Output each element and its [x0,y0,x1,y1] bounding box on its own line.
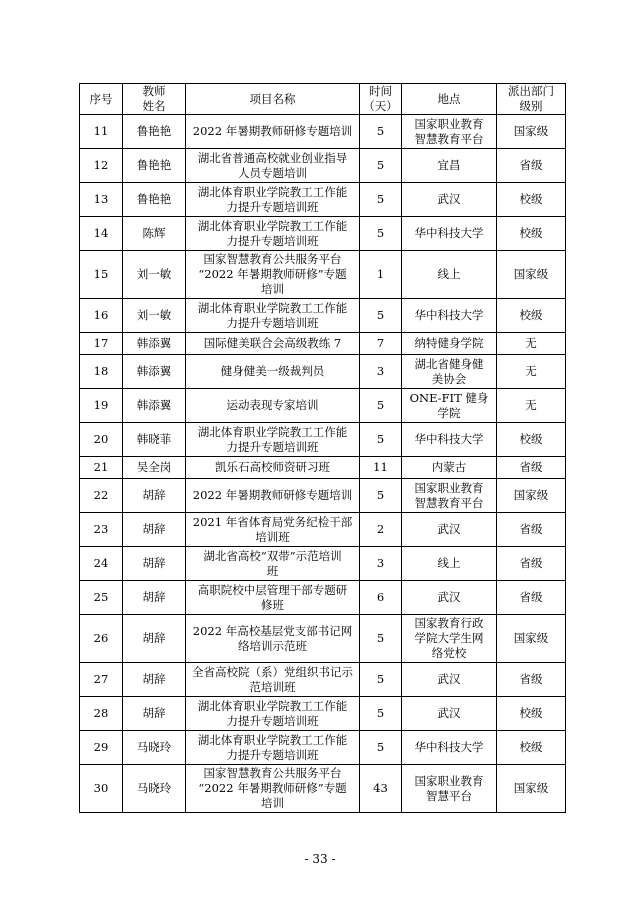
training-table [79,83,566,813]
training-table-container [79,83,565,813]
location-cell: 内蒙古 [402,457,497,479]
days-cell: 5 [360,115,402,149]
table-row [80,765,566,813]
location-cell: 武汉 [402,697,497,731]
days-cell: 5 [360,217,402,251]
teacher-name-cell: 韩添翼 [123,333,186,355]
row-number-cell: 11 [80,115,123,149]
teacher-name-cell: 胡辞 [123,581,186,615]
header-cell: 教师 姓名 [123,84,186,115]
days-cell: 2 [360,513,402,547]
row-number-cell: 12 [80,149,123,183]
project-name-cell: 湖北体育职业学院教工工作能 力提升专题培训班 [186,183,360,217]
days-cell: 3 [360,355,402,389]
teacher-name-cell: 鲁艳艳 [123,149,186,183]
table-row [80,355,566,389]
table-row [80,457,566,479]
level-cell: 校级 [497,697,566,731]
teacher-name-cell: 胡辞 [123,513,186,547]
location-cell: 华中科技大学 [402,731,497,765]
project-name-cell: 湖北体育职业学院教工工作能 力提升专题培训班 [186,299,360,333]
project-name-cell: 湖北体育职业学院教工工作能 力提升专题培训班 [186,731,360,765]
teacher-name-cell: 刘一敏 [123,299,186,333]
days-cell: 7 [360,333,402,355]
level-cell: 校级 [497,423,566,457]
days-cell: 5 [360,731,402,765]
days-cell: 6 [360,581,402,615]
teacher-name-cell: 韩添翼 [123,355,186,389]
project-name-cell: 凯乐石高校师资研习班 [186,457,360,479]
row-number-cell: 30 [80,765,123,813]
days-cell: 5 [360,149,402,183]
level-cell: 国家级 [497,251,566,299]
days-cell: 3 [360,547,402,581]
teacher-name-cell: 胡辞 [123,615,186,663]
level-cell: 省级 [497,149,566,183]
row-number-cell: 17 [80,333,123,355]
level-cell: 校级 [497,183,566,217]
project-name-cell: 运动表现专家培训 [186,389,360,423]
location-cell: 武汉 [402,663,497,697]
days-cell: 5 [360,299,402,333]
row-number-cell: 20 [80,423,123,457]
table-row [80,731,566,765]
level-cell: 省级 [497,457,566,479]
location-cell: 湖北省健身健 美协会 [402,355,497,389]
teacher-name-cell: 鲁艳艳 [123,115,186,149]
location-cell: 线上 [402,251,497,299]
table-row [80,697,566,731]
project-name-cell: 湖北体育职业学院教工工作能 力提升专题培训班 [186,697,360,731]
level-cell: 国家级 [497,115,566,149]
page-number: - 33 - [304,852,336,866]
row-number-cell: 19 [80,389,123,423]
header-cell: 派出部门 级别 [497,84,566,115]
project-name-cell: 湖北体育职业学院教工工作能 力提升专题培训班 [186,217,360,251]
table-row [80,183,566,217]
location-cell: 武汉 [402,183,497,217]
project-name-cell: 健身健美一级裁判员 [186,355,360,389]
row-number-cell: 26 [80,615,123,663]
teacher-name-cell: 胡辞 [123,479,186,513]
teacher-name-cell: 胡辞 [123,697,186,731]
row-number-cell: 16 [80,299,123,333]
project-name-cell: 湖北体育职业学院教工工作能 力提升专题培训班 [186,423,360,457]
header-cell: 地点 [402,84,497,115]
row-number-cell: 24 [80,547,123,581]
level-cell: 省级 [497,581,566,615]
location-cell: 武汉 [402,581,497,615]
project-name-cell: 国家智慧教育公共服务平台 “2022 年暑期教师研修”专题 培训 [186,251,360,299]
table-row [80,663,566,697]
row-number-cell: 15 [80,251,123,299]
row-number-cell: 29 [80,731,123,765]
table-row [80,149,566,183]
table-header-row [80,84,566,115]
table-row [80,615,566,663]
location-cell: 线上 [402,547,497,581]
project-name-cell: 全省高校院（系）党组织书记示 范培训班 [186,663,360,697]
table-row [80,115,566,149]
level-cell: 省级 [497,513,566,547]
table-row [80,423,566,457]
row-number-cell: 23 [80,513,123,547]
days-cell: 5 [360,423,402,457]
location-cell: 宜昌 [402,149,497,183]
project-name-cell: 湖北省普通高校就业创业指导 人员专题培训 [186,149,360,183]
location-cell: 国家职业教育 智慧平台 [402,765,497,813]
table-row [80,513,566,547]
level-cell: 校级 [497,299,566,333]
table-row [80,479,566,513]
location-cell: 国家职业教育 智慧教育平台 [402,479,497,513]
level-cell: 省级 [497,663,566,697]
days-cell: 5 [360,389,402,423]
table-row [80,251,566,299]
level-cell: 无 [497,355,566,389]
level-cell: 无 [497,333,566,355]
location-cell: 国家教育行政 学院大学生网 络党校 [402,615,497,663]
table-row [80,547,566,581]
project-name-cell: 高职院校中层管理干部专题研 修班 [186,581,360,615]
location-cell: 国家职业教育 智慧教育平台 [402,115,497,149]
row-number-cell: 27 [80,663,123,697]
row-number-cell: 28 [80,697,123,731]
level-cell: 校级 [497,217,566,251]
level-cell: 省级 [497,547,566,581]
row-number-cell: 14 [80,217,123,251]
teacher-name-cell: 马晓玲 [123,765,186,813]
project-name-cell: 2022 年暑期教师研修专题培训 [186,115,360,149]
teacher-name-cell: 胡辞 [123,547,186,581]
row-number-cell: 22 [80,479,123,513]
teacher-name-cell: 陈辉 [123,217,186,251]
days-cell: 43 [360,765,402,813]
teacher-name-cell: 刘一敏 [123,251,186,299]
days-cell: 5 [360,615,402,663]
table-row [80,217,566,251]
teacher-name-cell: 韩添翼 [123,389,186,423]
project-name-cell: 国家智慧教育公共服务平台 “2022 年暑期教师研修”专题 培训 [186,765,360,813]
teacher-name-cell: 马晓玲 [123,731,186,765]
location-cell: 华中科技大学 [402,423,497,457]
location-cell: ONE-FIT 健身 学院 [402,389,497,423]
level-cell: 校级 [497,731,566,765]
location-cell: 武汉 [402,513,497,547]
location-cell: 华中科技大学 [402,217,497,251]
level-cell: 无 [497,389,566,423]
project-name-cell: 国际健美联合会高级教练 7 [186,333,360,355]
row-number-cell: 13 [80,183,123,217]
days-cell: 5 [360,697,402,731]
row-number-cell: 18 [80,355,123,389]
teacher-name-cell: 鲁艳艳 [123,183,186,217]
table-row [80,581,566,615]
days-cell: 11 [360,457,402,479]
location-cell: 纳特健身学院 [402,333,497,355]
header-cell: 项目名称 [186,84,360,115]
project-name-cell: 2022 年暑期教师研修专题培训 [186,479,360,513]
days-cell: 5 [360,663,402,697]
header-cell: 序号 [80,84,123,115]
level-cell: 国家级 [497,765,566,813]
row-number-cell: 21 [80,457,123,479]
level-cell: 国家级 [497,615,566,663]
days-cell: 1 [360,251,402,299]
table-row [80,299,566,333]
header-cell: 时间 （天） [360,84,402,115]
project-name-cell: 2021 年省体育局党务纪检干部 培训班 [186,513,360,547]
row-number-cell: 25 [80,581,123,615]
level-cell: 国家级 [497,479,566,513]
project-name-cell: 湖北省高校“双带”示范培训 班 [186,547,360,581]
table-body [80,115,566,813]
teacher-name-cell: 吴全岗 [123,457,186,479]
days-cell: 5 [360,479,402,513]
table-row [80,389,566,423]
project-name-cell: 2022 年高校基层党支部书记网 络培训示范班 [186,615,360,663]
table-row [80,333,566,355]
teacher-name-cell: 胡辞 [123,663,186,697]
days-cell: 5 [360,183,402,217]
location-cell: 华中科技大学 [402,299,497,333]
teacher-name-cell: 韩晓菲 [123,423,186,457]
